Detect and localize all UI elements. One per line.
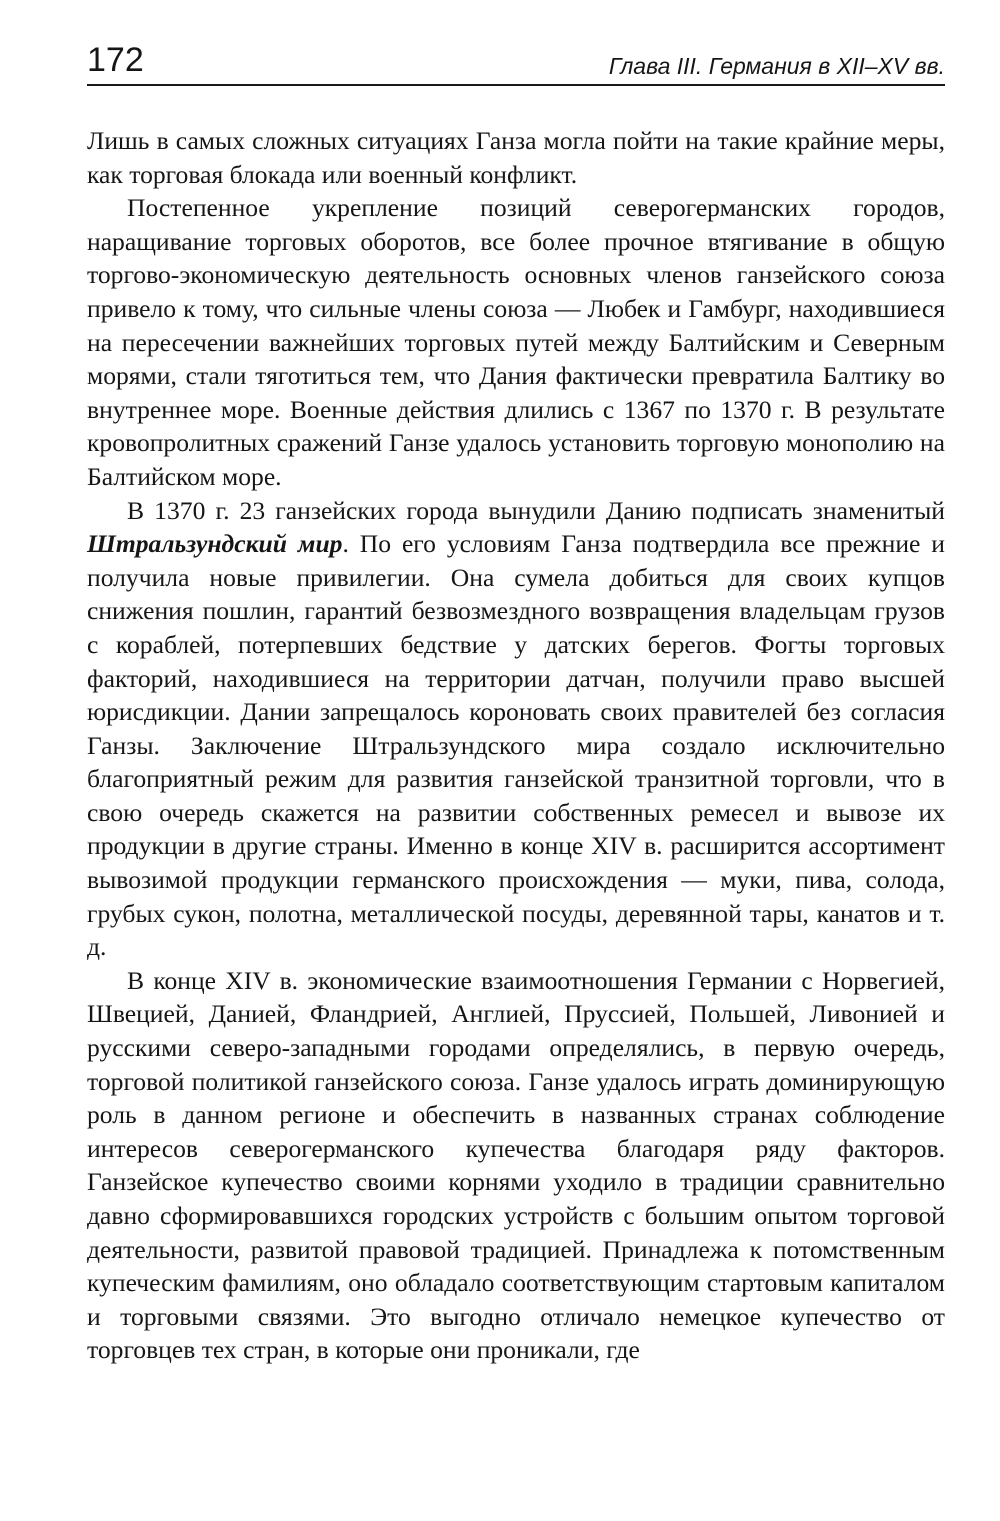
paragraph-text-after: . По его условиям Ганза подтвердила все прежние и получила новые привилегии. Она сумела добиться для своих купцов снижения пошлин, гарантий безвозмездного возвращения владельцам грузов с кораблей, потерпевших бедствие у датских берегов. Фогты торговых факторий, находившиеся на территории датчан, получили право высшей юрисдикции. Дании запрещалось короновать своих правителей без согласия Ганзы. Заключение Штральзундского мира создало исключительно благоприятный режим для развития ганзейской транзитной торговли, что в свою очередь скажется на развитии собственных ремесел и вывозе их продукции в другие страны. Именно в конце XIV в. расширится ассортимент вывозимой продукции германского происхождения — муки, пива, солода, грубых сукон, полотна, металлической посуды, деревянной тары, канатов и т. д. (87, 529, 945, 962)
page-header (87, 40, 945, 86)
body-text (87, 124, 945, 1367)
page-number: 172 (87, 41, 144, 79)
paragraph-continuation: Лишь в самых сложных ситуациях Ганза могла пойти на такие крайние меры, как торговая блокада или военный конфликт. (87, 126, 945, 189)
running-head: Глава III. Германия в XII–XV вв. (608, 53, 945, 79)
book-page (87, 40, 945, 1367)
paragraph-economic-relations: В конце XIV в. экономические взаимоотношения Германии с Норвегией, Швецией, Данией, Фландрией, Англией, Пруссией, Польшей, Ливонией и русскими северо-западными городами определялись, в первую очередь, торговой политикой ганзейского союза. Ганзе удалось играть доминирующую роль в данном регионе и обеспечить в названных странах соблюдение интересов северогерманского купечества благодаря ряду факторов. Ганзейское купечество своими корнями уходило в традиции сравнительно давно сформировавшихся городских устройств с большим опытом торговой деятельности, развитой правовой традицией. Принадлежа к потомственным купеческим фамилиям, оно обладало соответствующим стартовым капиталом и торговыми связями. Это выгодно отличало немецкое купечество от торговцев тех стран, в которые они проникали, где (87, 965, 945, 1365)
highlighted-term: Штральзундский мир (87, 529, 343, 559)
paragraph-text-before: В 1370 г. 23 ганзейских города вынудили Данию подписать знаменитый (127, 495, 945, 525)
paragraph-stralsund-peace (87, 494, 945, 964)
paragraph-war-with-denmark: Постепенное укрепление позиций северогерманских городов, наращивание торговых оборотов, все более прочное втягивание в общую торгово-экономическую деятельность основных членов ганзейского союза привело к тому, что сильные члены союза — Любек и Гамбург, находившиеся на пересечении важнейших торговых путей между Балтийским и Северным морями, стали тяготиться тем, что Дания фактически превратила Балтику во внутреннее море. Военные действия длились с 1367 по 1370 г. В результате кровопролитных сражений Ганзе удалось установить торговую монополию на Балтийском море. (87, 193, 945, 491)
